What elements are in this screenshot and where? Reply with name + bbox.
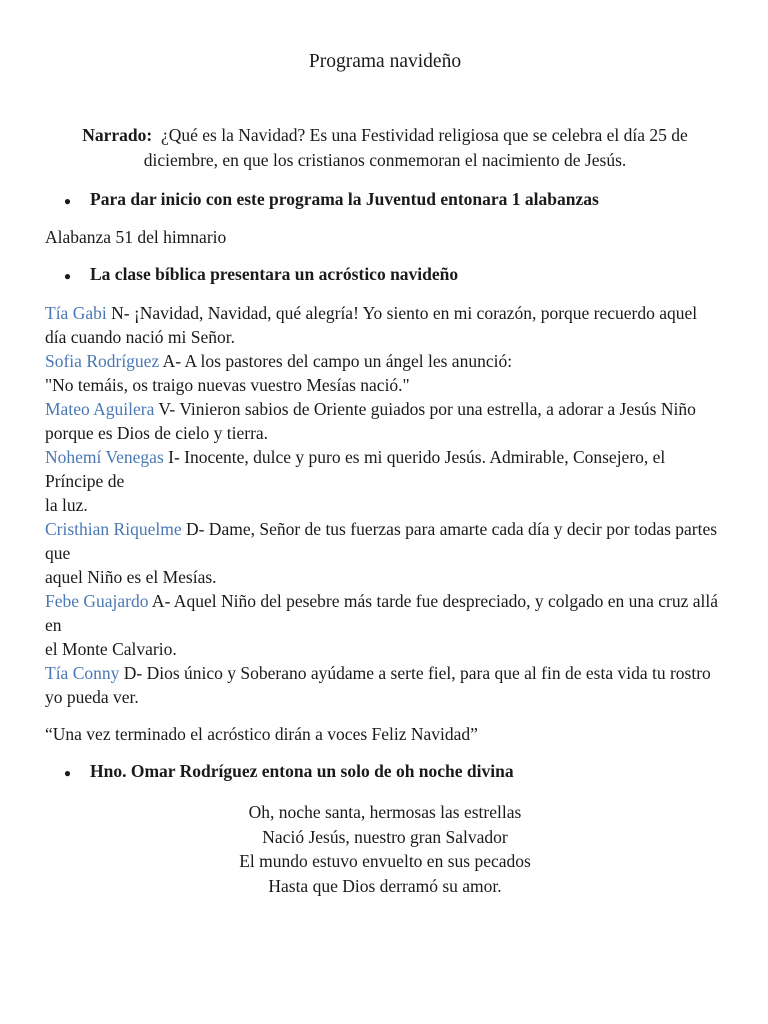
acrostic-line: D- Dios único y Soberano ayúdame a serte fiel, para que al fin de esta vida tu rostro [119,663,711,683]
speaker-name: Cristhian Riquelme [45,519,182,539]
acrostic-entry [45,349,725,397]
document-page [45,48,725,898]
bullet-item-3 [45,759,725,786]
bullet-text: La clase bíblica presentara un acróstico navideño [90,264,459,284]
acrostic-entry [45,661,725,709]
acrostic-line: D- Dame, Señor de tus fuerzas para amarte cada día y decir por todas partes que [45,519,718,563]
song-line: Hasta que Dios derramó su amor. [268,875,502,896]
hymn-line: Alabanza 51 del himnario [45,227,227,247]
acrostic-line: porque es Dios de cielo y tierra. [45,423,269,443]
intro-label: Narrado: [82,125,153,145]
song-line: El mundo estuvo envuelto en sus pecados [239,851,531,871]
song-line: Oh, noche santa, hermosas las estrellas [248,802,522,822]
acrostic-line: aquel Niño es el Mesías. [45,567,217,587]
song-line: Nació Jesús, nuestro gran Salvador [262,826,508,847]
acrostic-entry [45,517,725,589]
bullet-text: Hno. Omar Rodríguez entona un solo de oh noche divina [90,761,514,781]
bullet-item-1 [45,187,725,214]
acrostic-line: la luz. [45,495,88,515]
intro-text: ¿Qué es la Navidad? Es una Festividad religiosa que se celebra el día 25 de diciembre, en que los cristianos conmemoran el nacimiento de Jesús. [143,125,688,170]
closing-line: “Una vez terminado el acróstico dirán a voces Feliz Navidad” [45,724,478,744]
acrostic-line: el Monte Calvario. [45,639,177,659]
acrostic-line: A- Aquel Niño del pesebre más tarde fue despreciado, y colgado en una cruz allá en [45,591,719,635]
acrostic-line: yo pueda ver. [45,687,139,707]
acrostic-entry [45,445,725,517]
acrostic-line: I- Inocente, dulce y puro es mi querido Jesús. Admirable, Consejero, el Príncipe de [45,447,666,491]
acrostic-entry [45,589,725,661]
acrostic-line: A- A los pastores del campo un ángel les anunció: [159,351,513,371]
acrostic-line: V- Vinieron sabios de Oriente guiados por una estrella, a adorar a Jesús Niño [154,399,696,419]
acrostic-line: N- ¡Navidad, Navidad, qué alegría! Yo siento en mi corazón, porque recuerdo aquel [106,303,698,323]
acrostic-entry [45,397,725,445]
intro-paragraph [45,123,725,173]
speaker-name: Nohemí Venegas [45,447,164,467]
acrostic-line: día cuando nació mi Señor. [45,327,236,347]
song-lyrics [45,800,725,898]
speaker-name: Tía Gabi [45,303,107,323]
bullet-dot-icon: ● [63,194,72,208]
bullet-item-2 [45,262,725,289]
acrostic-entry [45,301,725,349]
speaker-name: Mateo Aguilera [45,399,155,419]
acrostic-line: "No temáis, os traigo nuevas vuestro Mesías nació." [45,375,410,395]
speaker-name: Tía Conny [45,663,120,683]
bullet-text: Para dar inicio con este programa la Juventud entonara 1 alabanzas [90,189,599,209]
bullet-dot-icon: ● [63,766,72,780]
document-title: Programa navideño [308,51,462,72]
bullet-dot-icon: ● [63,269,72,283]
acrostic-list [45,301,725,709]
speaker-name: Sofia Rodríguez [45,351,160,371]
speaker-name: Febe Guajardo [45,591,149,611]
